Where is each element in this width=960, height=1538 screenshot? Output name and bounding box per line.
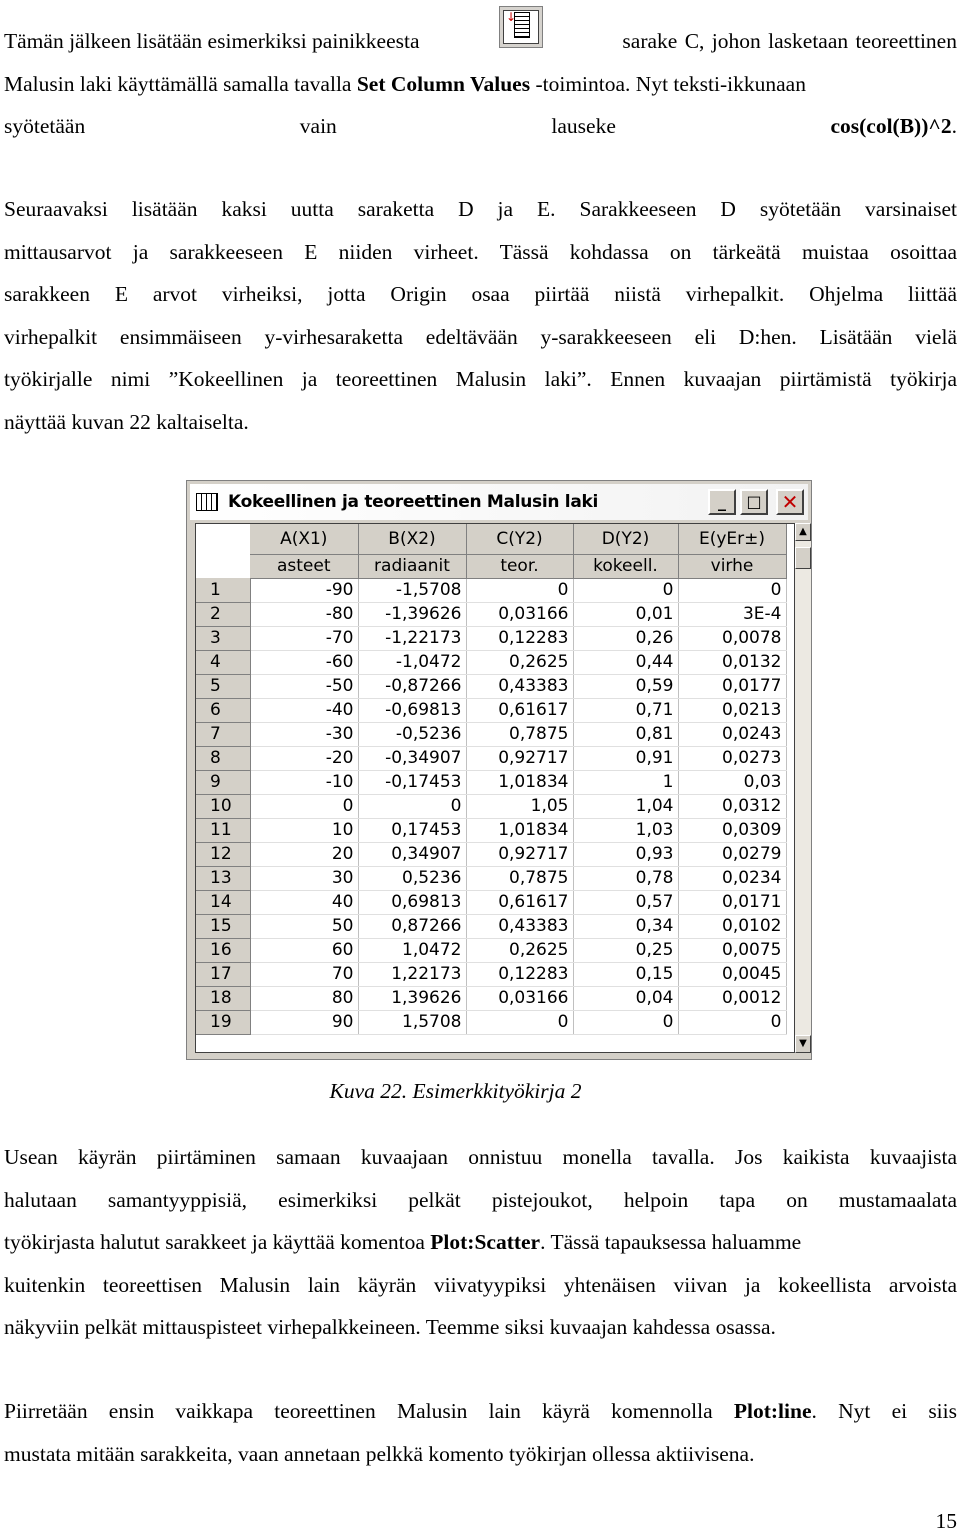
table-cell[interactable]: 0,2625 bbox=[466, 650, 573, 674]
paragraph-2-line: näyttää kuvan 22 kaltaiselta. bbox=[4, 409, 249, 434]
table-row bbox=[196, 866, 786, 890]
table-cell[interactable]: -90 bbox=[250, 578, 358, 602]
table-cell[interactable]: 3E-4 bbox=[678, 602, 786, 626]
text-segment: . Tässä tapauksessa haluamme bbox=[540, 1230, 802, 1254]
table-cell[interactable]: 0,91 bbox=[573, 746, 678, 770]
table-cell[interactable]: 40 bbox=[250, 890, 358, 914]
table-cell[interactable]: 0,17453 bbox=[358, 818, 466, 842]
table-row bbox=[196, 914, 786, 938]
table-cell[interactable]: 0 bbox=[466, 1010, 573, 1034]
table-cell[interactable]: 0,59 bbox=[573, 674, 678, 698]
table-cell[interactable]: 70 bbox=[250, 962, 358, 986]
table-cell[interactable]: -0,5236 bbox=[358, 722, 466, 746]
table-cell[interactable]: -0,87266 bbox=[358, 674, 466, 698]
table-cell[interactable]: 0,0012 bbox=[678, 986, 786, 1010]
table-cell[interactable]: 0 bbox=[358, 794, 466, 818]
table-cell[interactable]: 1,22173 bbox=[358, 962, 466, 986]
paragraph-3-line: näkyviin pelkät mittauspisteet virhepalkkeineen. Teemme siksi kuvaajan kahdessa osassa. bbox=[4, 1315, 776, 1339]
worksheet-window bbox=[186, 480, 812, 1060]
column-label[interactable]: radiaanit bbox=[358, 554, 466, 578]
table-cell[interactable]: 0,15 bbox=[573, 962, 678, 986]
scroll-down-button[interactable]: ▼ bbox=[795, 1035, 811, 1053]
table-row bbox=[196, 770, 786, 794]
column-header[interactable]: C(Y2) bbox=[466, 524, 573, 554]
command-name: Plot:line bbox=[733, 1399, 812, 1423]
worksheet-body bbox=[196, 578, 786, 1034]
table-cell[interactable]: 80 bbox=[250, 986, 358, 1010]
table-cell[interactable]: 0,03 bbox=[678, 770, 786, 794]
table-cell[interactable]: -1,39626 bbox=[358, 602, 466, 626]
table-cell[interactable]: 1,39626 bbox=[358, 986, 466, 1010]
table-cell[interactable]: 0,03166 bbox=[466, 986, 573, 1010]
text-segment: syötetään vain lauseke bbox=[4, 114, 831, 138]
table-cell[interactable]: 0,0177 bbox=[678, 674, 786, 698]
table-row bbox=[196, 746, 786, 770]
text-segment: Piirretään ensin vaikkapa teoreettinen Malusin lain käyrä komennolla bbox=[4, 1399, 734, 1423]
row-header[interactable]: 5 bbox=[196, 674, 250, 698]
column-label[interactable]: asteet bbox=[250, 554, 358, 578]
table-cell[interactable]: 0,0078 bbox=[678, 626, 786, 650]
paragraph-2-line: virhepalkit ensimmäiseen y-virhesaraketta edeltävään y-sarakkeeseen eli D:hen. Lisätään vielä bbox=[4, 324, 957, 349]
table-cell[interactable]: 0,34907 bbox=[358, 842, 466, 866]
table-cell[interactable]: 50 bbox=[250, 914, 358, 938]
table-cell[interactable]: 0,0075 bbox=[678, 938, 786, 962]
table-row bbox=[196, 578, 786, 602]
row-header[interactable]: 17 bbox=[196, 962, 250, 986]
table-row bbox=[196, 938, 786, 962]
table-row bbox=[196, 722, 786, 746]
table-cell[interactable]: 1,5708 bbox=[358, 1010, 466, 1034]
table-cell[interactable]: 0,12283 bbox=[466, 962, 573, 986]
table-cell[interactable]: -0,69813 bbox=[358, 698, 466, 722]
paragraph-3-line: halutaan samantyyppisiä, esimerkiksi pelkät pistejoukot, helpoin tapa on mustamaalata bbox=[4, 1187, 957, 1212]
table-cell[interactable]: 0,03166 bbox=[466, 602, 573, 626]
table-cell[interactable]: -0,34907 bbox=[358, 746, 466, 770]
row-header[interactable]: 8 bbox=[196, 746, 250, 770]
table-cell[interactable]: 0,5236 bbox=[358, 866, 466, 890]
table-row bbox=[196, 962, 786, 986]
table-row bbox=[196, 986, 786, 1010]
page-number: 15 bbox=[935, 1509, 957, 1533]
table-cell[interactable]: 0,2625 bbox=[466, 938, 573, 962]
worksheet-grid[interactable] bbox=[195, 523, 795, 1053]
table-cell[interactable]: 0,43383 bbox=[466, 914, 573, 938]
table-cell[interactable]: 60 bbox=[250, 938, 358, 962]
table-cell[interactable]: 20 bbox=[250, 842, 358, 866]
table-row bbox=[196, 794, 786, 818]
table-row bbox=[196, 674, 786, 698]
paragraph-4 bbox=[4, 1390, 957, 1475]
paragraph-2-line: sarakkeen E arvot virheiksi, jotta Origin osaa piirtää niistä virhepalkit. Ohjelma liittää bbox=[4, 282, 957, 306]
table-cell[interactable]: 0,25 bbox=[573, 938, 678, 962]
table-cell[interactable]: 30 bbox=[250, 866, 358, 890]
table-cell[interactable]: 0 bbox=[678, 1010, 786, 1034]
table-cell[interactable]: 0,61617 bbox=[466, 890, 573, 914]
worksheet-table bbox=[196, 524, 787, 1035]
table-cell[interactable]: 0,0213 bbox=[678, 698, 786, 722]
paragraph-2-line: työkirjalle nimi ”Kokeellinen ja teoreettinen Malusin laki”. Ennen kuvaajan piirtämistä työkirja bbox=[4, 367, 957, 391]
row-header[interactable]: 12 bbox=[196, 842, 250, 866]
text-segment: . bbox=[951, 114, 957, 138]
table-cell[interactable]: -70 bbox=[250, 626, 358, 650]
column-header[interactable]: E(yEr±) bbox=[678, 524, 786, 554]
table-cell[interactable]: -50 bbox=[250, 674, 358, 698]
paragraph-3-line bbox=[4, 1221, 957, 1264]
table-cell[interactable]: 0 bbox=[678, 578, 786, 602]
window-title: Kokeellinen ja teoreettinen Malusin laki bbox=[228, 492, 599, 512]
table-row bbox=[196, 1010, 786, 1034]
table-cell[interactable]: 0,92717 bbox=[466, 842, 573, 866]
row-header[interactable]: 19 bbox=[196, 1010, 250, 1034]
table-cell[interactable]: -1,5708 bbox=[358, 578, 466, 602]
table-cell[interactable]: 0,69813 bbox=[358, 890, 466, 914]
column-label[interactable]: kokeell. bbox=[573, 554, 678, 578]
table-cell[interactable]: 0 bbox=[466, 578, 573, 602]
table-cell[interactable]: 0,92717 bbox=[466, 746, 573, 770]
paragraph-4-line bbox=[4, 1390, 957, 1433]
table-cell[interactable]: 0,04 bbox=[573, 986, 678, 1010]
row-header[interactable]: 7 bbox=[196, 722, 250, 746]
table-cell[interactable]: 0 bbox=[250, 794, 358, 818]
table-cell[interactable]: 0,0234 bbox=[678, 866, 786, 890]
column-label[interactable]: teor. bbox=[466, 554, 573, 578]
close-button[interactable]: ✕ bbox=[776, 489, 804, 515]
expression: cos(col(B))^2 bbox=[830, 114, 952, 138]
row-header[interactable]: 2 bbox=[196, 602, 250, 626]
paragraph-2-line: Seuraavaksi lisätään kaksi uutta saraketta D ja E. Sarakkeeseen D syötetään varsinaiset bbox=[4, 197, 957, 221]
table-cell[interactable]: 0,43383 bbox=[466, 674, 573, 698]
text-segment: -toimintoa. Nyt teksti-ikkunaan bbox=[530, 71, 806, 96]
table-cell[interactable]: 1,01834 bbox=[466, 818, 573, 842]
row-header[interactable]: 18 bbox=[196, 986, 250, 1010]
column-label[interactable]: virhe bbox=[678, 554, 786, 578]
row-header[interactable]: 4 bbox=[196, 650, 250, 674]
table-cell[interactable]: 0,12283 bbox=[466, 626, 573, 650]
table-cell[interactable]: 0,71 bbox=[573, 698, 678, 722]
column-header[interactable]: B(X2) bbox=[358, 524, 466, 554]
table-cell[interactable]: -0,17453 bbox=[358, 770, 466, 794]
paragraph-1-line-3 bbox=[4, 105, 957, 148]
table-cell[interactable]: 0,78 bbox=[573, 866, 678, 890]
paragraph-3-line: kuitenkin teoreettisen Malusin lain käyrän viivatyypiksi yhtenäisen viivan ja kokeellista arvoista bbox=[4, 1272, 957, 1297]
table-cell[interactable]: 0,7875 bbox=[466, 722, 573, 746]
table-cell[interactable]: -40 bbox=[250, 698, 358, 722]
paragraph-3-line: Usean käyrän piirtäminen samaan kuvaajaan onnistuu monella tavalla. Jos kaikista kuvaajista bbox=[4, 1145, 957, 1169]
corner-cell bbox=[196, 554, 250, 578]
table-cell[interactable]: 0,0045 bbox=[678, 962, 786, 986]
title-bar[interactable] bbox=[190, 484, 808, 520]
paragraph-4-line: mustata mitään sarakkeita, vaan annetaan pelkkä komento työkirjan ollessa aktiivisena. bbox=[4, 1441, 755, 1466]
worksheet-icon[interactable] bbox=[196, 493, 218, 511]
table-row bbox=[196, 890, 786, 914]
table-row bbox=[196, 698, 786, 722]
command-name: Plot:Scatter bbox=[430, 1230, 541, 1254]
table-cell[interactable]: 90 bbox=[250, 1010, 358, 1034]
table-cell[interactable]: 0,34 bbox=[573, 914, 678, 938]
table-cell[interactable]: 0 bbox=[573, 1010, 678, 1034]
paragraph-2 bbox=[4, 188, 957, 443]
corner-cell bbox=[196, 524, 250, 554]
text-segment: työkirjasta halutut sarakkeet ja käyttää komentoa bbox=[4, 1230, 431, 1254]
table-cell[interactable]: -20 bbox=[250, 746, 358, 770]
table-cell[interactable]: 0,0273 bbox=[678, 746, 786, 770]
table-cell[interactable]: 0 bbox=[573, 578, 678, 602]
row-header[interactable]: 10 bbox=[196, 794, 250, 818]
table-cell[interactable]: -60 bbox=[250, 650, 358, 674]
paragraph-1-line-1 bbox=[4, 10, 957, 63]
column-header[interactable]: A(X1) bbox=[250, 524, 358, 554]
table-cell[interactable]: -30 bbox=[250, 722, 358, 746]
row-header[interactable]: 16 bbox=[196, 938, 250, 962]
table-cell[interactable]: -1,0472 bbox=[358, 650, 466, 674]
row-header[interactable]: 9 bbox=[196, 770, 250, 794]
paragraph-2-line: mittausarvot ja sarakkeeseen E niiden virheet. Tässä kohdassa on tärkeätä muistaa osoittaa bbox=[4, 239, 957, 264]
table-row bbox=[196, 602, 786, 626]
scroll-thumb[interactable] bbox=[795, 547, 811, 569]
vertical-scrollbar[interactable] bbox=[795, 523, 811, 1053]
paragraph-1-line-2 bbox=[4, 63, 957, 106]
table-row bbox=[196, 626, 786, 650]
table-cell[interactable]: 0,01 bbox=[573, 602, 678, 626]
table-cell[interactable]: 0,81 bbox=[573, 722, 678, 746]
row-header[interactable]: 3 bbox=[196, 626, 250, 650]
table-cell[interactable]: 1,0472 bbox=[358, 938, 466, 962]
text-segment: Tämän jälkeen lisätään esimerkiksi painikkeesta bbox=[4, 29, 420, 53]
row-header[interactable]: 1 bbox=[196, 578, 250, 602]
table-cell[interactable]: 0,0309 bbox=[678, 818, 786, 842]
table-cell[interactable]: 1 bbox=[573, 770, 678, 794]
table-cell[interactable]: 0,61617 bbox=[466, 698, 573, 722]
table-cell[interactable]: 0,44 bbox=[573, 650, 678, 674]
row-header[interactable]: 11 bbox=[196, 818, 250, 842]
table-cell[interactable]: 0,0279 bbox=[678, 842, 786, 866]
row-header[interactable]: 15 bbox=[196, 914, 250, 938]
table-cell[interactable]: 0,7875 bbox=[466, 866, 573, 890]
text-segment: Malusin laki käyttämällä samalla tavalla bbox=[4, 71, 357, 96]
table-cell[interactable]: 10 bbox=[250, 818, 358, 842]
table-cell[interactable]: 1,03 bbox=[573, 818, 678, 842]
table-cell[interactable]: 0,57 bbox=[573, 890, 678, 914]
set-column-values-toolbar-icon: ↓ bbox=[499, 6, 543, 48]
table-cell[interactable]: 1,05 bbox=[466, 794, 573, 818]
table-cell[interactable]: -1,22173 bbox=[358, 626, 466, 650]
column-header[interactable]: D(Y2) bbox=[573, 524, 678, 554]
table-cell[interactable]: 1,04 bbox=[573, 794, 678, 818]
table-cell[interactable]: 0,0102 bbox=[678, 914, 786, 938]
command-name: Set Column Values bbox=[356, 71, 531, 96]
minimize-button[interactable]: _ bbox=[708, 489, 736, 515]
paragraph-1 bbox=[4, 10, 957, 148]
table-cell[interactable]: 0,26 bbox=[573, 626, 678, 650]
table-row bbox=[196, 842, 786, 866]
table-cell[interactable]: 0,0171 bbox=[678, 890, 786, 914]
table-cell[interactable]: -10 bbox=[250, 770, 358, 794]
table-cell[interactable]: 0,0132 bbox=[678, 650, 786, 674]
figure-caption: Kuva 22. Esimerkkityökirja 2 bbox=[329, 1079, 582, 1103]
table-cell[interactable]: 0,87266 bbox=[358, 914, 466, 938]
table-cell[interactable]: 1,01834 bbox=[466, 770, 573, 794]
paragraph-3 bbox=[4, 1136, 957, 1349]
table-row bbox=[196, 650, 786, 674]
text-segment: sarake C, johon lasketaan teoreettinen bbox=[622, 29, 957, 53]
table-row bbox=[196, 818, 786, 842]
text-segment: . Nyt ei siis bbox=[811, 1399, 958, 1423]
table-cell[interactable]: 0,93 bbox=[573, 842, 678, 866]
row-header[interactable]: 13 bbox=[196, 866, 250, 890]
row-header[interactable]: 14 bbox=[196, 890, 250, 914]
table-cell[interactable]: 0,0243 bbox=[678, 722, 786, 746]
table-cell[interactable]: -80 bbox=[250, 602, 358, 626]
scroll-up-button[interactable]: ▲ bbox=[795, 523, 811, 541]
maximize-button[interactable]: □ bbox=[740, 489, 768, 515]
table-cell[interactable]: 0,0312 bbox=[678, 794, 786, 818]
row-header[interactable]: 6 bbox=[196, 698, 250, 722]
